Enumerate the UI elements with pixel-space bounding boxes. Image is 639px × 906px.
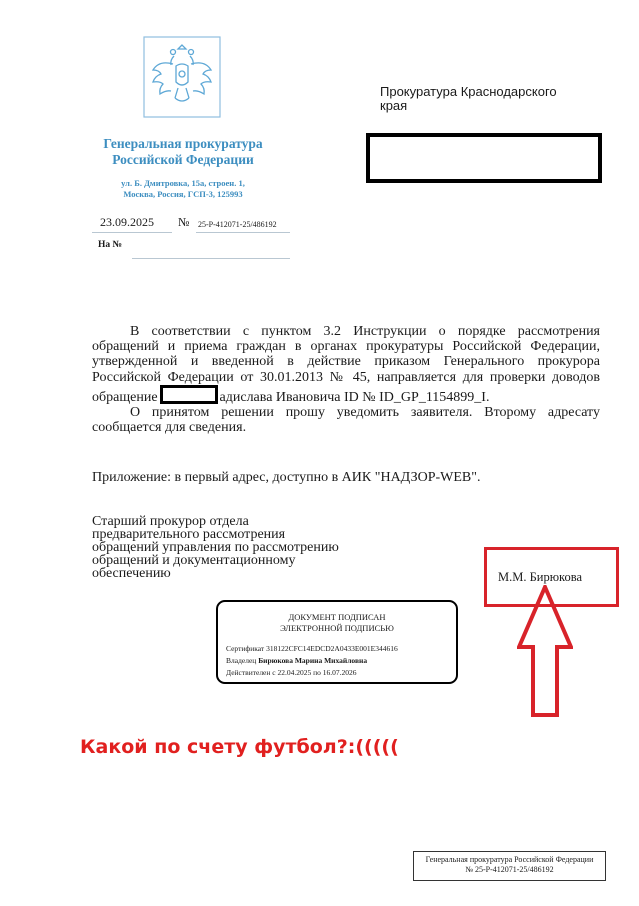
stamp-validity: [226, 668, 357, 677]
annotation-caption: Какой по счету футбол?:(((((: [80, 736, 399, 758]
org-name: [96, 136, 270, 168]
redacted-name-inline: [160, 385, 218, 404]
outgoing-number: 25-Р-412071-25/486192: [198, 220, 277, 229]
e-signature-stamp: [216, 600, 458, 684]
position-line: обеспечению: [92, 566, 171, 581]
paragraph-1-part1: В соответствии с пунктом 3.2 Инструкции о порядке рассмотрения обращений и приема граждан в органах прокуратуры Российской Федерации, утвержденной и введенной в действие приказом Генерального прокурора Российской Федерации от 30.01.2013 № 45, направляется для проверки доводов обращение: [92, 324, 600, 405]
signer-position: [92, 515, 372, 580]
recipient-line1: Прокуратура Краснодарского: [380, 84, 557, 99]
certificate-value: 318122CFC14EDCD2A0433E001E344616: [266, 644, 398, 653]
footer-registration: [413, 851, 606, 881]
number-underline: [196, 232, 290, 233]
signer-name: М.М. Бирюкова: [498, 570, 583, 584]
owner-value: Бирюкова Марина Михайловна: [258, 656, 368, 665]
footer-line1: Генеральная прокуратура Российской Федерации: [425, 855, 594, 864]
position-line: предварительного рассмотрения: [92, 527, 286, 542]
paragraph-2: О принятом решении прошу уведомить заявителя. Второму адресату сообщается для сведения.: [92, 405, 600, 436]
certificate-label: Сертификат: [226, 644, 265, 653]
position-line: обращений управления по рассмотрению: [92, 540, 339, 555]
document-date: 23.09.2025: [100, 215, 154, 229]
stamp-title-line2: ЭЛЕКТРОННОЙ ПОДПИСЬЮ: [280, 623, 394, 633]
org-address: [96, 178, 270, 200]
valid-to-label: по: [313, 668, 321, 677]
redaction-box-recipient: [366, 133, 602, 183]
address-line2: Москва, Россия, ГСП-3, 125993: [123, 189, 243, 199]
number-sign: №: [178, 215, 190, 229]
attachment-note: Приложение: в первый адрес, доступно в АИК "НАДЗОР-WEB".: [92, 470, 481, 485]
reply-number-label: На №: [98, 240, 123, 250]
recipient-line2: края: [380, 98, 408, 113]
valid-label: Действителен с: [226, 668, 276, 677]
position-line: Старший прокурор отдела: [92, 514, 249, 529]
letter-body: [92, 324, 600, 435]
address-line1: ул. Б. Дмитровка, 15а, строен. 1,: [121, 178, 245, 188]
stamp-title-line1: ДОКУМЕНТ ПОДПИСАН: [288, 612, 386, 622]
recipient: [380, 85, 600, 113]
valid-to: 16.07.2026: [322, 668, 357, 677]
stamp-certificate: [226, 644, 398, 653]
coat-of-arms-emblem: [143, 36, 221, 118]
red-up-arrow-icon: [517, 585, 573, 717]
valid-from: 22.04.2025: [277, 668, 312, 677]
owner-label: Владелец: [226, 656, 257, 665]
position-line: обращений и документационному: [92, 553, 296, 568]
stamp-owner: [226, 656, 367, 665]
org-name-line1: Генеральная прокуратура: [103, 136, 263, 151]
date-underline: [92, 232, 172, 233]
stamp-title: [218, 612, 456, 634]
footer-line2: № 25-Р-412071-25/486192: [465, 865, 554, 874]
paragraph-1-part2: адислава Ивановича ID № ID_GP_1154899_I.: [219, 389, 490, 405]
org-name-line2: Российской Федерации: [112, 152, 254, 167]
reply-number-underline: [132, 258, 290, 259]
paragraph-1: [92, 324, 600, 405]
